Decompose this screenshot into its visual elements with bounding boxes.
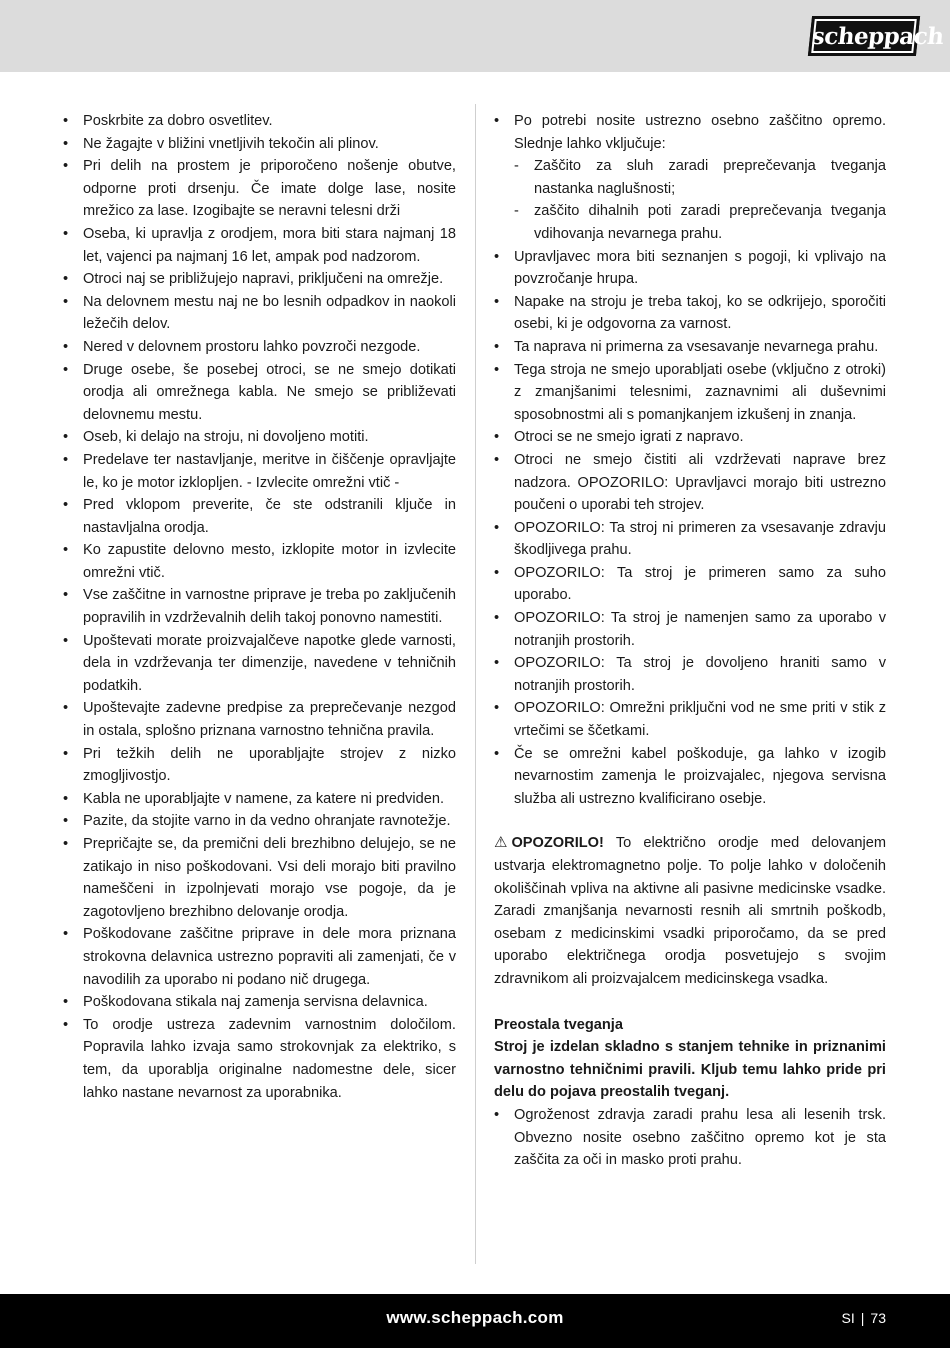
list-item: • Ko zapustite delovno mesto, izklopite motor in izvlecite omrežni vtič. — [63, 539, 456, 584]
list-item: • Vse zaščitne in varnostne priprave je treba po zaključenih popravilih in vzdrževalnih delih takoj ponovno namestiti. — [63, 584, 456, 629]
safety-list-right — [494, 110, 886, 246]
left-column — [63, 110, 456, 1104]
page-header — [0, 0, 950, 72]
brand-logo: scheppach — [808, 16, 920, 56]
list-item: • Na delovnem mestu naj ne bo lesnih odpadkov in naokoli ležečih delov. — [63, 291, 456, 336]
list-item: • Upoštevajte zadevne predpise za preprečevanje nezgod in ostala, splošno priznana varnostno tehnična pravila. — [63, 697, 456, 742]
language-code: SI — [841, 1310, 855, 1326]
list-item: • Nered v delovnem prostoru lahko povzroči nezgode. — [63, 336, 456, 359]
list-item: • Predelave ter nastavljanje, meritve in čiščenje opravljajte le, ko je motor izklopljen. - Izvlecite omrežni vtič - — [63, 449, 456, 494]
list-item: • Ogroženost zdravja zaradi prahu lesa ali lesenih trsk. Obvezno nosite osebno zaščitno opremo kot je sta zaščita za oči in masko proti prahu. — [494, 1104, 886, 1172]
list-item: • Pred vklopom preverite, če ste odstranili ključe in nastavljalna orodja. — [63, 494, 456, 539]
emf-warning — [494, 832, 886, 990]
list-item: • Oseba, ki upravlja z orodjem, mora biti stara najmanj 18 let, vajenci pa najmanj 16 let, ampak pod nadzorom. — [63, 223, 456, 268]
page-indicator — [842, 1310, 886, 1326]
list-item: • Kabla ne uporabljajte v namene, za katere ni predviden. — [63, 788, 456, 811]
list-item: • Poskrbite za dobro osvetlitev. — [63, 110, 456, 133]
list-item: • OPOZORILO: Ta stroj je dovoljeno hraniti samo v notranjih prostorih. — [494, 652, 886, 697]
list-item: • OPOZORILO: Omrežni priključni vod ne sme priti v stik z vrtečimi se ščetkami. — [494, 697, 886, 742]
right-column — [494, 110, 886, 1172]
ppe-subitem: - Zaščito za sluh zaradi preprečevanja tveganja nastanka naglušnosti; — [514, 155, 886, 200]
column-divider — [475, 104, 476, 1264]
list-item: • Ta naprava ni primerna za vsesavanje nevarnega prahu. — [494, 336, 886, 359]
warning-text: To električno orodje med delovanjem ustvarja elektromagnetno polje. To polje lahko v določenih okoliščinah vpliva na aktivne ali pasivne medicinske vsadke. Zaradi zmanjšanja nevarnosti resnih ali smrtnih poškodb, osebam z medicinskimi vsadki priporočamo, da se pred uporabo električnega orodja posvetujejo s svojim zdravnikom ali proizvajalcem medicinskega vsadka. — [494, 835, 886, 987]
page-separator: | — [860, 1310, 865, 1326]
residual-risks-list — [494, 1104, 886, 1172]
list-item: • Poškodovana stikala naj zamenja servisna delavnica. — [63, 991, 456, 1014]
list-item: • Otroci naj se približujejo napravi, priključeni na omrežje. — [63, 268, 456, 291]
ppe-sublist — [514, 155, 886, 245]
list-item — [494, 110, 886, 246]
list-item: • Poškodovane zaščitne priprave in dele mora priznana strokovna delavnica ustrezno popraviti ali zamenjati, če v navodilih za uporabo ni podano nič drugega. — [63, 923, 456, 991]
list-item: • Prepričajte se, da premični deli brezhibno delujejo, se ne zatikajo in niso poškodovani. Vsi deli morajo biti pravilno nameščeni in izpolnjevati morajo vse pogoje, da je zagotovljeno brezhibno delovanje orodja. — [63, 833, 456, 923]
warning-triangle-icon: ⚠ — [494, 834, 508, 852]
residual-risks-heading: Preostala tveganja — [494, 1016, 623, 1033]
page-number: 73 — [870, 1310, 886, 1326]
list-item: • Pri delih na prostem je priporočeno nošenje obutve, odporne proti drsenju. Če imate dolge lase, nosite mrežico za lase. Izogibajte se neravni telesni drži — [63, 155, 456, 223]
ppe-intro: Po potrebi nosite ustrezno osebno zaščitno opremo. Slednje lahko vključuje: — [514, 113, 886, 152]
list-item: • Otroci ne smejo čistiti ali vzdrževati naprave brez nadzora. OPOZORILO: Upravljavci morajo biti ustrezno poučeni o uporabi teh strojev. — [494, 449, 886, 517]
list-item: • Druge osebe, še posebej otroci, se ne smejo dotikati orodja ali omrežnega kabla. Ne smejo se približevati delovnemu mestu. — [63, 359, 456, 427]
list-item: • OPOZORILO: Ta stroj ni primeren za vsesavanje zdravju škodljivega prahu. — [494, 517, 886, 562]
residual-risks-lead: Stroj je izdelan skladno s stanjem tehnike in priznanimi varnostno tehničnimi pravili. Kljub temu lahko pride pri delu do pojava preostalih tveganj. — [494, 1039, 886, 1101]
list-item: • Pazite, da stojite varno in da vedno ohranjate ravnotežje. — [63, 810, 456, 833]
list-item: • OPOZORILO: Ta stroj je namenjen samo za uporabo v notranjih prostorih. — [494, 607, 886, 652]
safety-list-left — [63, 110, 456, 1104]
list-item: • Ne žagajte v bližini vnetljivih tekočin ali plinov. — [63, 133, 456, 156]
list-item: • Pri težkih delih ne uporabljajte strojev z nizko zmogljivostjo. — [63, 743, 456, 788]
list-item: • Tega stroja ne smejo uporabljati osebe (vključno z otroki) z zmanjšanimi telesnimi, zaznavnimi ali duševnimi sposobnostmi ali s pomanjkanjem izkušenj in znanja. — [494, 359, 886, 427]
list-item: • Otroci se ne smejo igrati z napravo. — [494, 426, 886, 449]
ppe-subitem: - zaščito dihalnih poti zaradi preprečevanja tveganja vdihovanja nevarnega prahu. — [514, 200, 886, 245]
list-item: • Upravljavec mora biti seznanjen s pogoji, ki vplivajo na povzročanje hrupa. — [494, 246, 886, 291]
list-item: • Če se omrežni kabel poškoduje, ga lahko v izogib nevarnostim zamenja le proizvajalec, njegova servisna služba ali ustrezno kvalificirano osebje. — [494, 743, 886, 811]
safety-list-right-continued — [494, 246, 886, 811]
list-item: • Oseb, ki delajo na stroju, ni dovoljeno motiti. — [63, 426, 456, 449]
list-item: • To orodje ustreza zadevnim varnostnim določilom. Popravila lahko izvaja samo strokovnjak za elektriko, s tem, da uporablja originalne nadomestne dele, sicer lahko nastane nevarnost za uporabnika. — [63, 1014, 456, 1104]
footer-website: www.scheppach.com — [386, 1308, 564, 1327]
warning-title: OPOZORILO! — [511, 835, 604, 852]
list-item: • Upoštevati morate proizvajalčeve napotke glede varnosti, dela in vzdrževanja ter dimenzije, navedene v tehničnih podatkih. — [63, 630, 456, 698]
page-footer — [0, 1294, 950, 1348]
list-item: • OPOZORILO: Ta stroj je primeren samo za suho uporabo. — [494, 562, 886, 607]
list-item: • Napake na stroju je treba takoj, ko se odkrijejo, sporočiti osebi, ki je odgovorna za varnost. — [494, 291, 886, 336]
